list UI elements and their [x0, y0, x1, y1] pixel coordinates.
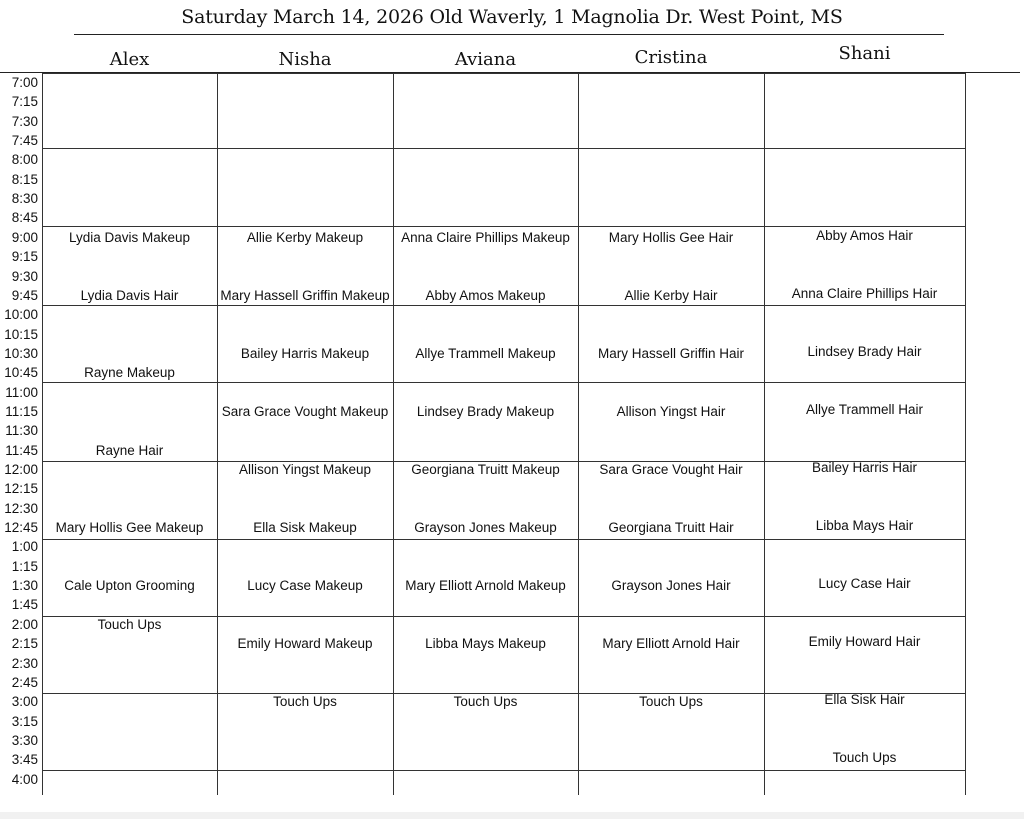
appointment-entry: Libba Mays Hair: [815, 518, 914, 534]
appointment-entry: Mary Hassell Griffin Hair: [597, 345, 745, 361]
appointment-entry: Touch Ups: [453, 694, 518, 710]
grid-hour-line: [42, 539, 965, 540]
column-header-aviana: Aviana: [454, 49, 517, 70]
grid-column-line: [965, 73, 966, 795]
appointment-entry: Sara Grace Vought Hair: [599, 462, 743, 477]
time-slot-label: 11:45: [5, 442, 38, 458]
time-slot-label: 12:15: [4, 481, 38, 497]
time-slot-label: 3:15: [11, 713, 38, 729]
time-slot-label: 11:00: [5, 384, 38, 400]
appointment-entry: Lydia Davis Hair: [80, 287, 179, 303]
appointment-entry: Ella Sisk Makeup: [253, 520, 357, 536]
column-header-nisha: Nisha: [278, 49, 332, 70]
appointment-entry: Bailey Harris Hair: [811, 460, 918, 475]
appointment-entry: Anna Claire Phillips Hair: [791, 285, 938, 301]
grid-column-line: [578, 73, 579, 795]
appointment-entry: Touch Ups: [832, 750, 897, 766]
appointment-entry: Lucy Case Makeup: [247, 578, 363, 594]
column-header-cristina: Cristina: [634, 47, 708, 68]
appointment-entry: Emily Howard Makeup: [237, 636, 373, 652]
appointment-entry: Lucy Case Hair: [818, 576, 911, 592]
time-slot-label: 2:45: [11, 674, 38, 690]
time-slot-label: 9:30: [11, 268, 38, 284]
appointment-entry: Sara Grace Vought Makeup: [221, 403, 389, 419]
page-title: Saturday March 14, 2026 Old Waverly, 1 Magnolia Dr. West Point, MS: [181, 6, 843, 28]
appointment-entry: Allye Trammell Makeup: [415, 345, 556, 361]
time-slot-label: 7:15: [11, 94, 38, 110]
time-slot-label: 1:15: [11, 558, 38, 574]
time-slot-label: 10:15: [4, 326, 38, 342]
time-slot-label: 7:00: [11, 75, 38, 90]
appointment-entry: Allison Yingst Hair: [616, 403, 726, 419]
time-slot-label: 8:45: [11, 210, 38, 226]
appointment-entry: Mary Hollis Gee Makeup: [55, 520, 204, 536]
appointment-entry: Anna Claire Phillips Makeup: [401, 229, 570, 245]
appointment-entry: Bailey Harris Makeup: [240, 345, 370, 361]
appointment-entry: Cale Upton Grooming: [64, 578, 195, 594]
grid-hour-line: [42, 382, 965, 383]
time-slot-label: 8:15: [11, 171, 38, 187]
time-slot-label: 10:45: [4, 365, 38, 381]
appointment-entry: Allie Kerby Makeup: [246, 229, 364, 245]
appointment-entry: Grayson Jones Makeup: [414, 520, 557, 536]
grid-column-line: [393, 73, 394, 795]
time-slot-label: 3:45: [11, 752, 38, 768]
grid-hour-line: [42, 770, 965, 771]
time-slot-label: 3:00: [11, 694, 38, 710]
grid-hour-line: [42, 73, 965, 74]
time-slot-label: 3:30: [11, 732, 38, 748]
appointment-entry: Touch Ups: [97, 616, 162, 632]
appointment-entry: Rayne Hair: [95, 442, 164, 458]
time-slot-label: 10:30: [4, 345, 38, 361]
appointment-entry: Allie Kerby Hair: [624, 287, 718, 303]
time-slot-label: 11:15: [5, 403, 38, 419]
time-slot-label: 8:30: [11, 191, 38, 207]
appointment-entry: Grayson Jones Hair: [611, 578, 731, 594]
appointment-entry: Mary Elliott Arnold Hair: [602, 636, 740, 652]
title-underline: [74, 34, 944, 35]
time-slot-label: 12:30: [4, 500, 38, 516]
appointment-entry: Lindsey Brady Makeup: [416, 403, 555, 419]
appointment-entry: Rayne Makeup: [84, 365, 175, 381]
time-slot-label: 7:30: [11, 113, 38, 129]
time-slot-label: 1:30: [11, 578, 38, 594]
appointment-entry: Mary Elliott Arnold Makeup: [405, 578, 566, 594]
time-slot-label: 7:45: [11, 133, 38, 149]
grid-column-line: [764, 73, 765, 795]
time-slot-label: 2:15: [11, 636, 38, 652]
time-slot-label: 9:45: [11, 287, 38, 303]
time-slot-label: 2:30: [11, 655, 38, 671]
grid-hour-line: [42, 148, 965, 149]
time-slot-label: 1:45: [11, 597, 38, 613]
time-slot-label: 11:30: [5, 423, 38, 439]
appointment-entry: Allye Trammell Hair: [805, 401, 924, 417]
grid-column-line: [42, 73, 43, 795]
time-slot-label: 12:45: [4, 520, 38, 536]
appointment-entry: Touch Ups: [639, 694, 703, 710]
grid-column-line: [217, 73, 218, 795]
appointment-entry: Mary Hollis Gee Hair: [608, 229, 734, 245]
appointment-entry: Lindsey Brady Hair: [807, 343, 922, 359]
time-slot-label: 8:00: [11, 152, 38, 168]
grid-hour-line: [42, 305, 965, 306]
appointment-entry: Georgiana Truitt Hair: [608, 520, 734, 536]
appointment-entry: Lydia Davis Makeup: [68, 229, 191, 245]
time-slot-label: 1:00: [11, 539, 38, 555]
appointment-entry: Abby Amos Makeup: [425, 287, 546, 303]
appointment-entry: Touch Ups: [273, 694, 337, 710]
appointment-entry: Abby Amos Hair: [816, 227, 913, 243]
appointment-entry: Mary Hassell Griffin Makeup: [220, 287, 390, 303]
time-slot-label: 9:15: [11, 249, 38, 265]
column-header-alex: Alex: [109, 49, 150, 70]
appointment-entry: Allison Yingst Makeup: [238, 462, 372, 477]
appointment-entry: Emily Howard Hair: [808, 634, 921, 650]
time-slot-label: 10:00: [4, 307, 38, 323]
time-slot-label: 4:00: [11, 771, 38, 787]
appointment-entry: Georgiana Truitt Makeup: [411, 462, 560, 477]
appointment-entry: Libba Mays Makeup: [425, 636, 546, 652]
time-slot-label: 2:00: [11, 616, 38, 632]
time-slot-label: 9:00: [11, 229, 38, 245]
column-header-shani: Shani: [838, 43, 891, 64]
page-bottom-edge: [0, 812, 1024, 819]
time-slot-label: 12:00: [4, 462, 38, 477]
appointment-entry: Ella Sisk Hair: [824, 692, 905, 708]
